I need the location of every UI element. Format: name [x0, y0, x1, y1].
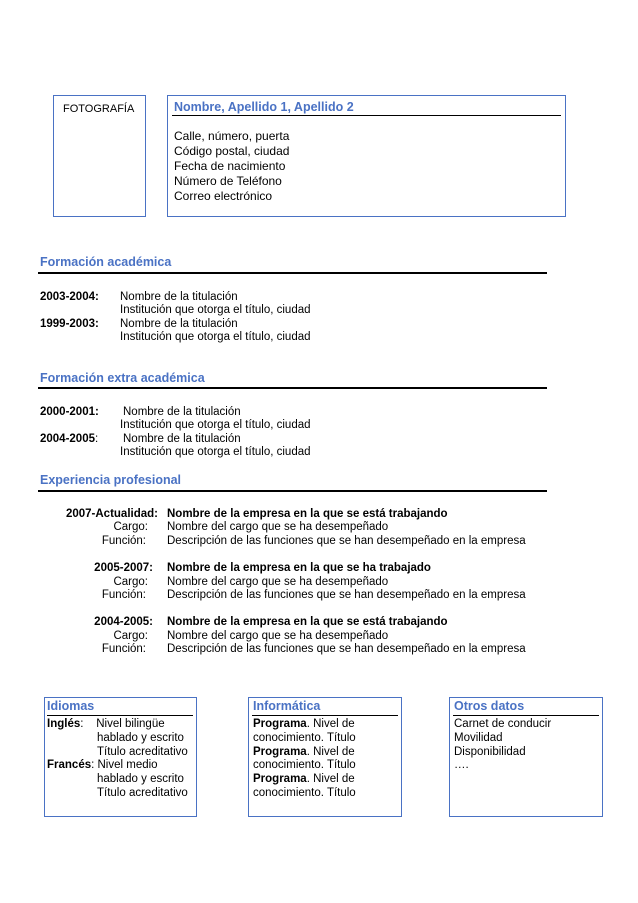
informatica-line: [253, 746, 355, 759]
idiomas-line: hablado y escrito: [97, 773, 184, 785]
name-underline: [172, 115, 561, 116]
language-level: : Nivel medio: [91, 759, 158, 771]
section-title-experiencia: Experiencia profesional: [40, 473, 182, 487]
section-title-formacion: Formación académica: [40, 255, 172, 269]
program-level: . Nivel de: [306, 718, 355, 730]
experience-cargo-label: Cargo:: [113, 630, 148, 642]
extra-years: 2000-2001:: [40, 406, 99, 418]
full-name: Nombre, Apellido 1, Apellido 2: [174, 100, 354, 114]
section-rule: [38, 272, 547, 274]
idiomas-title: Idiomas: [47, 699, 95, 713]
otros-underline: [453, 715, 599, 716]
language-name: Francés: [47, 759, 92, 771]
otros-line: ….: [454, 759, 469, 771]
address-line: Número de Teléfono: [174, 174, 282, 188]
extra-sep: :: [95, 433, 99, 445]
formacion-institution: Institución que otorga el título, ciudad: [120, 331, 311, 343]
informatica-line: conocimiento. Título: [253, 759, 356, 771]
experience-funcion-label: Función:: [101, 589, 146, 601]
extra-degree: Nombre de la titulación: [123, 406, 241, 418]
informatica-title: Informática: [253, 699, 321, 713]
language-name: Inglés: [47, 718, 81, 730]
idiomas-line: hablado y escrito: [97, 732, 184, 744]
photo-box: [53, 95, 146, 217]
address-line: Fecha de nacimiento: [174, 159, 286, 173]
experience-cargo: Nombre del cargo que se ha desempeñado: [167, 630, 389, 642]
informatica-box: [248, 697, 402, 817]
experience-company: Nombre de la empresa en la que se está trabajando: [167, 508, 448, 520]
idiomas-line: [47, 718, 165, 731]
experience-cargo-label: Cargo:: [113, 576, 148, 588]
otros-line: Movilidad: [454, 732, 503, 744]
otros-line: Carnet de conducir: [454, 718, 552, 730]
experience-funcion-label: Función:: [101, 535, 146, 547]
idiomas-line: Título acreditativo: [97, 787, 188, 799]
address-line: Código postal, ciudad: [174, 144, 290, 158]
program-level: . Nivel de: [306, 773, 355, 785]
experience-funcion: Descripción de las funciones que se han desempeñado en la empresa: [167, 643, 526, 655]
idiomas-line: [47, 759, 158, 772]
experience-period: 2004-2005:: [94, 616, 153, 628]
otros-line: Disponibilidad: [454, 746, 526, 758]
experience-cargo-label: Cargo:: [113, 521, 148, 533]
informatica-line: conocimiento. Título: [253, 787, 356, 799]
informatica-line: [253, 773, 355, 786]
extra-years-row: [40, 433, 98, 446]
experience-period: 2005-2007:: [94, 562, 153, 574]
extra-institution: Institución que otorga el título, ciudad: [120, 419, 311, 431]
experience-company: Nombre de la empresa en la que se ha trabajado: [167, 562, 431, 574]
formacion-years: 2003-2004:: [40, 291, 99, 303]
informatica-underline: [252, 715, 398, 716]
program-name: Programa: [253, 746, 307, 758]
extra-degree: Nombre de la titulación: [123, 433, 241, 445]
program-level: . Nivel de: [306, 746, 355, 758]
experience-cargo: Nombre del cargo que se ha desempeñado: [167, 521, 389, 533]
extra-years: 2004-2005: [40, 433, 95, 445]
program-name: Programa: [253, 773, 307, 785]
experience-period: 2007-Actualidad:: [65, 508, 158, 520]
otros-title: Otros datos: [454, 699, 525, 713]
program-name: Programa: [253, 718, 307, 730]
section-rule: [38, 387, 547, 389]
photo-label: FOTOGRAFÍA: [63, 103, 135, 115]
formacion-degree: Nombre de la titulación: [120, 291, 238, 303]
formacion-years: 1999-2003:: [40, 318, 99, 330]
experience-funcion: Descripción de las funciones que se han desempeñado en la empresa: [167, 535, 526, 547]
extra-institution: Institución que otorga el título, ciudad: [120, 446, 311, 458]
header-box: [167, 95, 566, 217]
address-line: Correo electrónico: [174, 189, 273, 203]
experience-funcion-label: Función:: [101, 643, 146, 655]
section-rule: [38, 490, 547, 492]
address-line: Calle, número, puerta: [174, 129, 290, 143]
informatica-line: [253, 718, 355, 731]
formacion-institution: Institución que otorga el título, ciudad: [120, 304, 311, 316]
otros-box: [449, 697, 603, 817]
formacion-degree: Nombre de la titulación: [120, 318, 238, 330]
language-level: : Nivel bilingüe: [80, 718, 165, 730]
idiomas-line: Título acreditativo: [97, 746, 188, 758]
section-title-extra: Formación extra académica: [40, 371, 205, 385]
idiomas-box: [44, 697, 197, 817]
experience-company: Nombre de la empresa en la que se está trabajando: [167, 616, 448, 628]
informatica-line: conocimiento. Título: [253, 732, 356, 744]
idiomas-underline: [47, 715, 193, 716]
experience-cargo: Nombre del cargo que se ha desempeñado: [167, 576, 389, 588]
experience-funcion: Descripción de las funciones que se han desempeñado en la empresa: [167, 589, 526, 601]
